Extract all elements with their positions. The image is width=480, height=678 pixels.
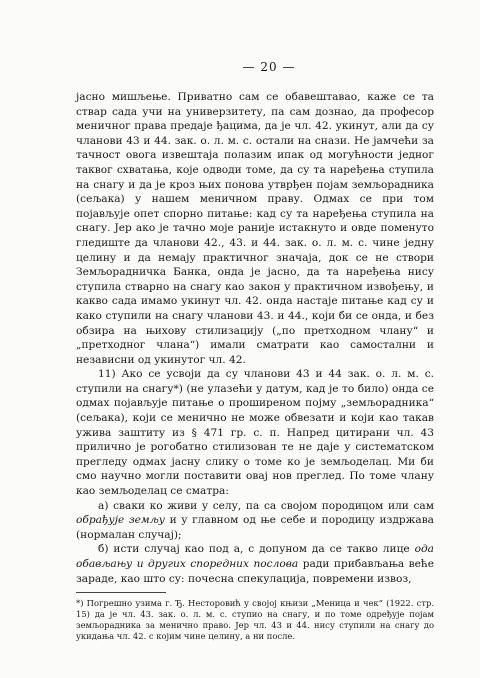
item-a-italic: обрађује земљу [76, 514, 165, 527]
item-a-lead: а) сваки ко живи у селу, па са својом породицом или сам [98, 499, 434, 512]
body-text [76, 90, 434, 586]
item-b-tail: ради прибављања веће зараде, као што су: почесна спекулација, повремени извоз, [76, 558, 434, 585]
paragraph-1: јасно мишљење. Приватно сам се обавештавао, каже се та ствар сада учи на универзитету, па сам дознао, да професор меничног права предаје ђацима, да је чл. 42. укинут, али да су чланови 43 и 44. зак. о. л. м. с. остали на снази. Не јамчећи за тачност овога извештаја полазим ипак од могућности једног таквог схватања, које одводи томе, да су та наређења ступила на снагу и да је кроз њих понова утврђен појам земљорадника (сељака) у нашем меничном праву. Одмах се при том појављује опет спорно питање: кад су та наређења ступила на снагу. Јер ако је тачно моје раније истакнуто и овде поменуто гледиште да чланови 42., 43. и 44. зак. о. л. м. с. чине једну целину и да немају практичног значаја, док се не створи Земљорадничка Банка, онда је јасно, да та наређења нису ступила стварно на снагу као закон у практичном извођењу, и какво сада имамо укинут чл. 42. онда настаје питање кад су и како ступили на снагу чланови 43. и 44., који би се онда, и без обзира на њихову стилизацију („по претходном члану“ и „претходног члана“) имали сматрати као самостални и независни од укинутог чл. 42. [76, 91, 434, 366]
paragraph-2: 11) Ако се усвоји да су чланови 43 и 44 зак. о. л. м. с. ступили на снагу*) (не улазећи у датум, кад је то било) онда се одмах појављује питање о проширеном појму „земљорадника“ (сељака), који се менично не може обвезати и који као такав ужива заштиту из § 471 гр. с. п. Напред цитирани чл. 43 прилично је рогобатно стилизован те не даје у систематском прегледу одмах јасну слику о томе ко је земљоделац. Ми би смо научно могли поставити овај нов преглед. По томе члану као земљоделац се сматра: [76, 368, 434, 498]
item-b-italic: ода обављању и других споредних послова [76, 543, 434, 570]
item-a-tail: и у главном од ње себе и породицу издржава (нормалан случај); [76, 514, 434, 541]
list-item-b [76, 542, 434, 586]
list-item-a [76, 499, 434, 543]
footnote: *) Погрешно узима г. Ђ. Несторовић у својој књизи „Меница и чек“ (1922. стр. 15) да је чл. 43. зак. о. л. м. с. ступио на снагу, и по томе одређује појам земљорадника за менично право. Јер чл. 43 и 44. нису ступили на снагу до укидања чл. 42. с којим чине целину, а ни после. [76, 598, 434, 642]
item-b-lead: б) исти случај као под а, с допуном да се такво лице [98, 543, 415, 556]
page-number: — 20 — [242, 60, 296, 74]
footnote-divider [76, 592, 166, 593]
